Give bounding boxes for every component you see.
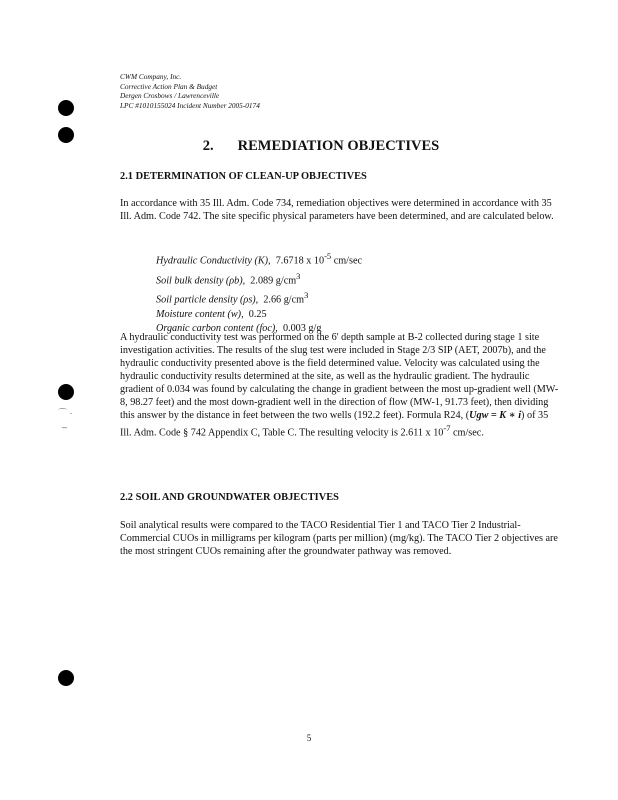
parameter-exponent: -5	[324, 251, 332, 261]
subsection-heading-2-1: 2.1 DETERMINATION OF CLEAN-UP OBJECTIVES	[120, 171, 367, 182]
punch-hole-3	[58, 384, 74, 400]
parameter-row	[156, 308, 362, 322]
document-header	[120, 72, 260, 110]
site-parameters-list	[156, 249, 362, 336]
header-line: LPC #1010155024 Incident Number 2005-0174	[120, 100, 260, 110]
paragraph-text: ) of 35 Ill. Adm. Code § 742 Appendix C, Table C. The resulting velocity is 2.611 x 10	[120, 410, 549, 439]
paragraph-text: cm/sec.	[450, 427, 484, 439]
parameter-value: 7.6718 x 10	[275, 255, 325, 267]
parameter-name: Hydraulic Conductivity (K),	[156, 255, 271, 267]
velocity-exponent: -7	[443, 423, 451, 433]
parameter-value: 0.003 g/g	[282, 322, 322, 334]
header-line: CWM Company, Inc.	[120, 72, 182, 81]
parameter-value: 2.089 g/cm	[250, 274, 297, 286]
subsection-heading-2-2: 2.2 SOIL AND GROUNDWATER OBJECTIVES	[120, 492, 339, 503]
parameter-row	[156, 269, 362, 289]
formula-ugw: Ugw = K ∗ i	[469, 410, 522, 421]
paragraph-text: A hydraulic conductivity test was performed on the 6' depth sample at B-2 collected during stage 1 site investigation activities. The results of the slug test were included in Stage 2/3 SIP (AET, 2007b), and the hydraulic conductivity presented above is the field determined value. Velocity was calculated using the hydraulic conductivity results determined at the site, as well as the hydraulic gradient. The hydraulic gradient of 0.034 was found by calculating the change in gradient between the most up-gradient well (MW-8, 98.27 feet) and the most down-gradient well in the direction of flow (MW-1, 91.73 feet), then dividing this answer by the distance in feet between the two wells (192.2 feet). Formula R24, (	[120, 332, 559, 421]
punch-hole-4	[58, 670, 74, 686]
punch-hole-1	[58, 100, 74, 116]
parameter-row	[156, 288, 362, 308]
scan-mark: –	[62, 422, 68, 432]
parameter-row	[156, 249, 362, 269]
hydraulic-conductivity-paragraph	[120, 331, 560, 439]
parameter-name: Organic carbon content (foc),	[156, 322, 278, 334]
parameter-unit: cm/sec	[331, 255, 363, 267]
section-title	[0, 138, 618, 155]
parameter-exponent: 3	[304, 290, 309, 301]
soil-groundwater-paragraph: Soil analytical results were compared to the TACO Residential Tier 1 and TACO Tier 2 Industrial-Commercial CUOs in milligrams per kilogram (parts per million) (mg/kg). The TACO Tier 2 objectives are the most stringent CUOs remaining after the groundwater pathway was removed.	[120, 520, 558, 557]
section-number: 2.	[202, 138, 214, 154]
parameter-value: 2.66 g/cm	[263, 294, 305, 306]
intro-paragraph: In accordance with 35 Ill. Adm. Code 734, remediation objectives were determined in accordance with 35 Ill. Adm. Code 742. The site specific physical parameters have been determined, and are calculated below.	[120, 198, 554, 222]
page-number: 5	[306, 733, 312, 743]
header-line: Corrective Action Plan & Budget	[120, 81, 218, 91]
parameter-name: Soil bulk density (ρb),	[156, 274, 246, 286]
parameter-name: Soil particle density (ρs),	[156, 294, 259, 306]
header-line: Dergen Crosbows / Lawrenceville	[120, 91, 220, 101]
parameter-value: 0.25	[248, 308, 267, 320]
parameter-exponent: 3	[296, 270, 301, 281]
parameter-name: Moisture content (w),	[156, 308, 244, 320]
section-title-text: REMEDIATION OBJECTIVES	[237, 138, 440, 154]
scan-mark: ⌒ ·	[58, 408, 73, 418]
